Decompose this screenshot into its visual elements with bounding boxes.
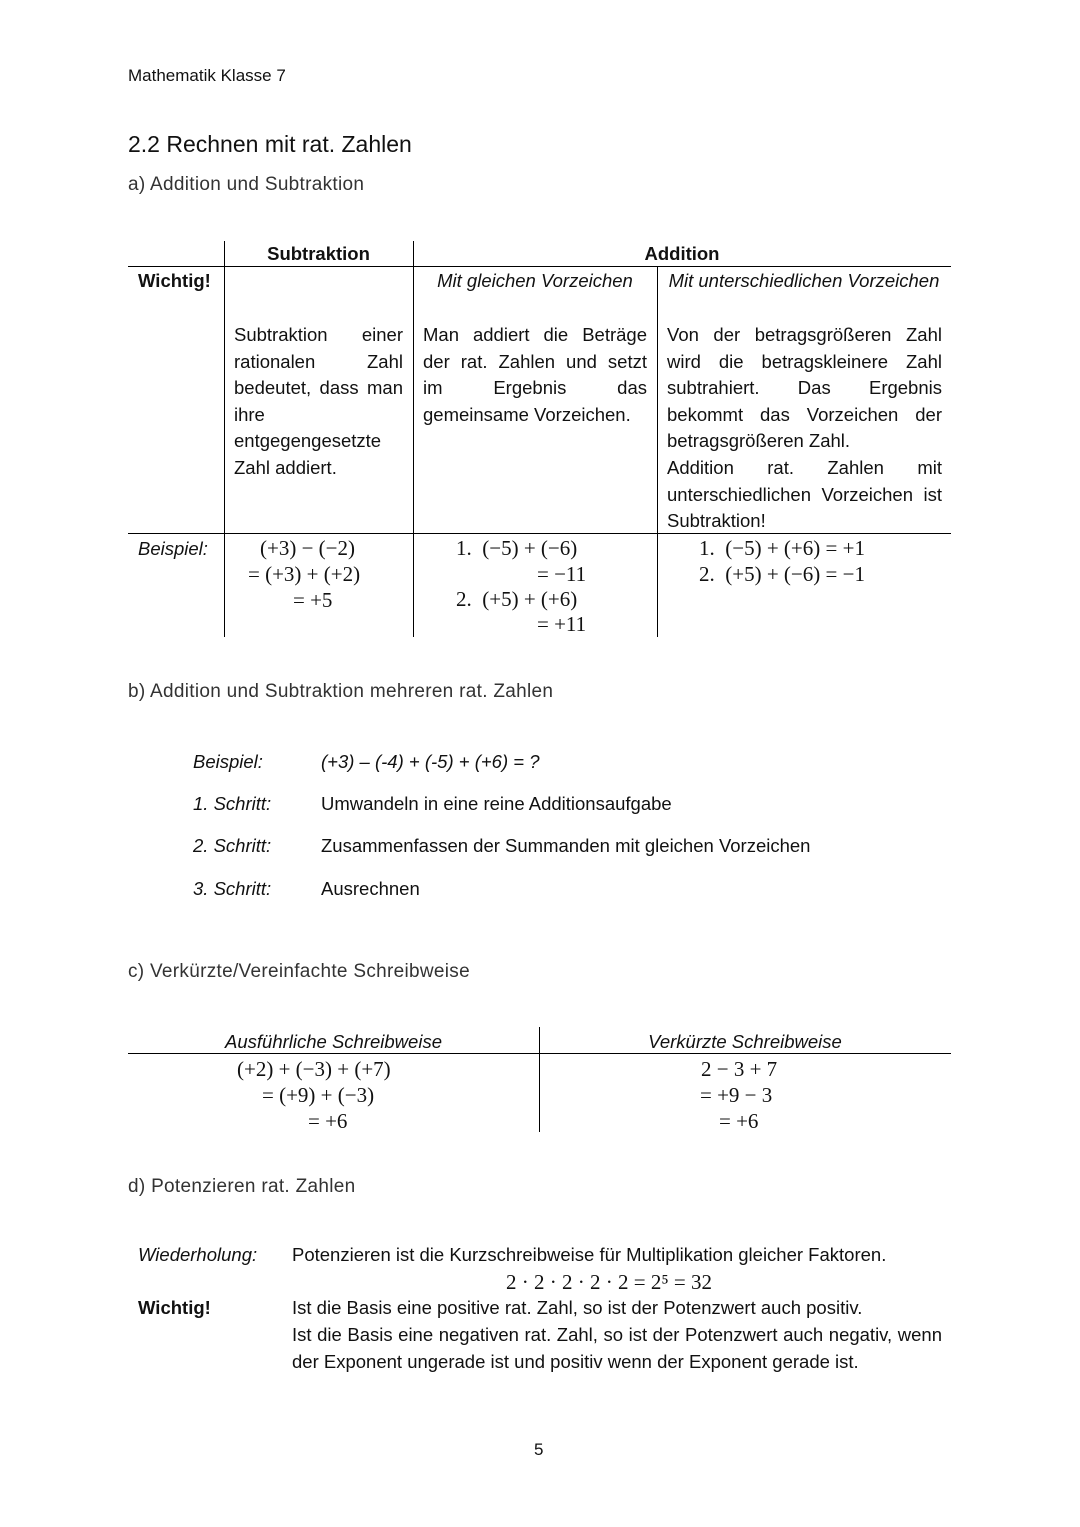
example-unter-2: 2. (+5) + (−6) = −1 [699,562,865,586]
step-text-2: Zusammenfassen der Summanden mit gleichen Vorzeichen [321,835,811,856]
subsection-d-title: d) Potenzieren rat. Zahlen [128,1176,356,1197]
header-verkuerzt: Verkürzte Schreibweise [648,1031,842,1052]
col-mit-gleichen-vorzeichen: Mit gleichen Vorzeichen [437,270,633,291]
col-mit-unterschiedlichen-vorzeichen: Mit unterschiedlichen Vorzeichen [668,270,940,291]
header-addition: Addition [644,243,720,264]
example-sub-line1: (+3) − (−2) [260,536,356,560]
step-text-beispiel: (+3) – (-4) + (-5) + (+6) = ? [321,751,540,772]
step-text-1: Umwandeln in eine reine Additionsaufgabe [321,793,672,814]
formula-potenz: 2 · 2 · 2 · 2 · 2 = 2⁵ = 32 [506,1270,712,1294]
step-label-1: 1. Schritt: [193,793,272,814]
subsection-a-title: a) Addition und Subtraktion [128,174,365,195]
header-subtraktion: Subtraktion [267,243,370,264]
ausfuehrlich-line1: (+2) + (−3) + (+7) [237,1057,391,1081]
verkuerzt-line1: 2 − 3 + 7 [701,1057,778,1081]
ausfuehrlich-line2: = (+9) + (−3) [262,1083,375,1107]
example-gleich-1-result: = −11 [537,562,587,586]
text-wichtig-1: Ist die Basis eine positive rat. Zahl, so ist der Potenzwert auch positiv. [292,1297,863,1318]
rule-unterschiedliche-vorzeichen: Von der betragsgrößeren Zahl wird die betragskleinere Zahl subtrahiert. Das Ergebnis bekommt das Vorzeichen der betragsgrößeren Zahl. [667,324,942,451]
text-wichtig-2: Ist die Basis eine negativen rat. Zahl, so ist der Potenzwert auch negativ, wenn der Exponent ungerade ist und positiv wenn der Exponent gerade ist. [292,1324,942,1372]
example-sub-line3: = +5 [293,588,333,612]
example-unter-1: 1. (−5) + (+6) = +1 [699,536,865,560]
row-label-wichtig: Wichtig! [138,270,211,291]
rule-subtraktion: Subtraktion einer rationalen Zahl bedeutet, dass man ihre entgegengesetzte Zahl addiert. [234,324,403,478]
example-gleich-1: 1. (−5) + (−6) [456,536,578,560]
rule-unterschiedliche-vorzeichen-note: Addition rat. Zahlen mit unterschiedlichen Vorzeichen ist Subtraktion! [667,457,942,531]
example-sub-line2: = (+3) + (+2) [248,562,361,586]
subsection-c-title: c) Verkürzte/Vereinfachte Schreibweise [128,961,470,982]
section-title: 2.2 Rechnen mit rat. Zahlen [128,131,412,157]
step-label-3: 3. Schritt: [193,878,272,899]
verkuerzt-line2: = +9 − 3 [700,1083,773,1107]
row-label-beispiel: Beispiel: [138,538,208,559]
ausfuehrlich-line3: = +6 [308,1109,348,1133]
page-header: Mathematik Klasse 7 [128,66,286,85]
example-gleich-2-result: = +11 [537,612,587,636]
step-text-3: Ausrechnen [321,878,420,899]
step-label-beispiel: Beispiel: [193,751,263,772]
page-number: 5 [534,1440,544,1459]
text-wiederholung: Potenzieren ist die Kurzschreibweise für Multiplikation gleicher Faktoren. [292,1244,887,1265]
example-gleich-2: 2. (+5) + (+6) [456,587,578,611]
rule-gleiche-vorzeichen: Man addiert die Beträge der rat. Zahlen und setzt im Ergebnis das gemeinsame Vorzeichen. [423,324,647,425]
label-wiederholung: Wiederholung: [138,1244,258,1265]
label-wichtig: Wichtig! [138,1297,211,1318]
verkuerzt-line3: = +6 [719,1109,759,1133]
step-label-2: 2. Schritt: [193,835,272,856]
subsection-b-title: b) Addition und Subtraktion mehreren rat. Zahlen [128,681,554,702]
header-ausfuehrlich: Ausführliche Schreibweise [225,1031,442,1052]
